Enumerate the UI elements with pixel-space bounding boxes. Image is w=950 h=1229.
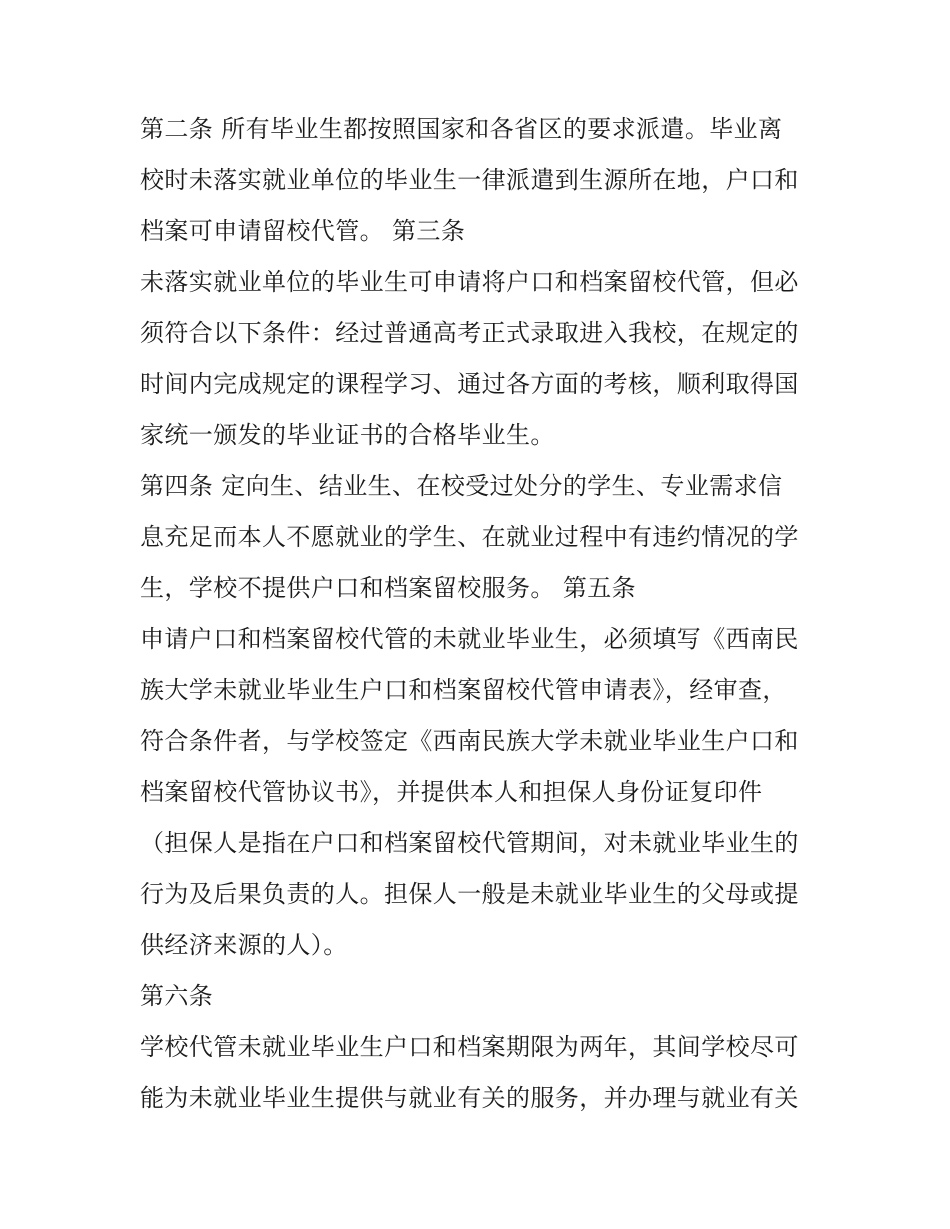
text-line: 符合条件者，与学校签定《西南民族大学未就业毕业生户口和 [140,727,799,755]
text-line: 息充足而本人不愿就业的学生、在就业过程中有违约情况的学 [140,523,799,551]
text-line: 校时未落实就业单位的毕业生一律派遣到生源所在地，户口和 [140,166,799,194]
text-line: 能为未就业毕业生提供与就业有关的服务，并办理与就业有关 [140,1084,799,1112]
text-line: 未落实就业单位的毕业生可申请将户口和档案留校代管，但必 [140,268,799,296]
text-line: 行为及后果负责的人。担保人一般是未就业毕业生的父母或提 [140,880,799,908]
text-line: 须符合以下条件：经过普通高考正式录取进入我校，在规定的 [140,319,799,347]
text-line: 第六条 [140,982,214,1010]
text-line: 学校代管未就业毕业生户口和档案期限为两年，其间学校尽可 [140,1033,799,1061]
text-line: 族大学未就业毕业生户口和档案留校代管申请表》，经审查， [140,676,787,704]
document-body [140,111,812,1131]
text-line: 第四条 定向生、结业生、在校受过处分的学生、专业需求信 [140,472,783,500]
text-line: （担保人是指在户口和档案留校代管期间，对未就业毕业生的 [140,829,799,857]
text-line: 第二条 所有毕业生都按照国家和各省区的要求派遣。毕业离 [140,115,783,143]
text-line: 时间内完成规定的课程学习、通过各方面的考核，顺利取得国 [140,370,799,398]
text-line: 档案可申请留校代管。 第三条 [140,217,466,245]
text-line: 家统一颁发的毕业证书的合格毕业生。 [140,421,555,449]
text-line: 生，学校不提供户口和档案留校服务。 第五条 [140,574,637,602]
text-line: 供经济来源的人）。 [140,931,348,959]
text-line: 申请户口和档案留校代管的未就业毕业生，必须填写《西南民 [140,625,799,653]
text-line: 档案留校代管协议书》，并提供本人和担保人身份证复印件 [140,778,763,806]
